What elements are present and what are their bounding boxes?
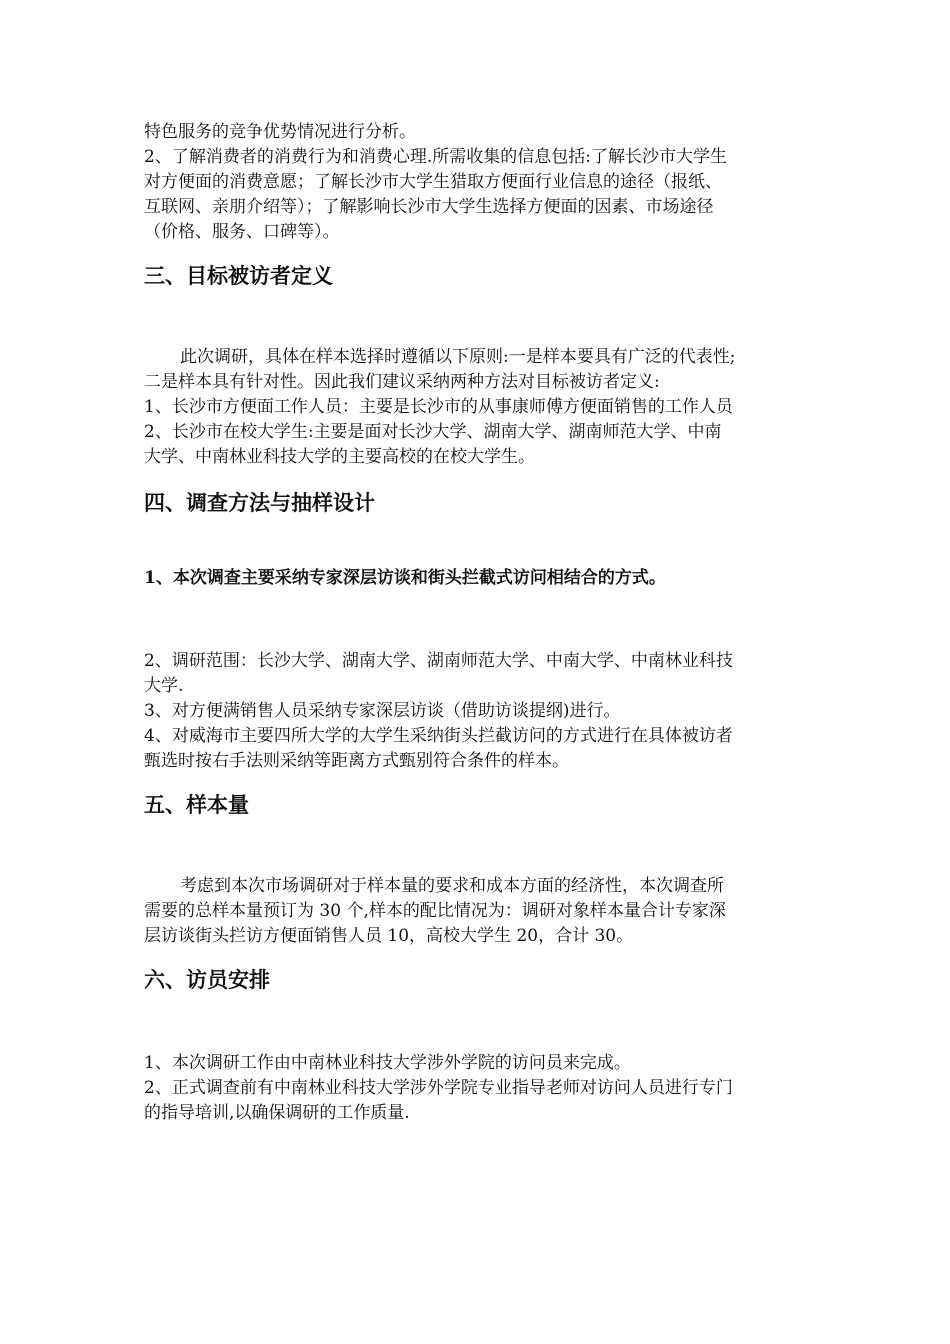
paragraph-line: 二是样本具有针对性。因此我们建议采纳两种方法对目标被访者定义: — [144, 372, 660, 392]
list-item-continuation: 大学. — [144, 676, 184, 696]
intro-line: 2、了解消费者的消费行为和消费心理.所需收集的信息包括:了解长沙市大学生 — [144, 147, 727, 167]
list-item: 1、本次调研工作由中南林业科技大学涉外学院的访问员来完成。 — [144, 1053, 631, 1073]
intro-line: 互联网、亲朋介绍等）；了解影响长沙市大学生选择方便面的因素、市场途径 — [144, 197, 714, 217]
paragraph-line: 层访谈街头拦访方便面销售人员 10，高校大学生 20，合计 30。 — [144, 926, 634, 946]
paragraph-line: 此次调研，具体在样本选择时遵循以下原则:一是样本要具有广泛的代表性; — [180, 347, 736, 367]
paragraph-line: 需要的总样本量预订为 30 个,样本的配比情况为：调研对象样本量合计专家深 — [144, 901, 726, 921]
section-heading-target-respondents: 三、目标被访者定义 — [144, 263, 333, 288]
list-item: 4、对威海市主要四所大学的大学生采纳街头拦截访问的方式进行在具体被访者 — [144, 726, 733, 746]
list-item: 3、对方便满销售人员采纳专家深层访谈（借助访谈提纲)进行。 — [144, 701, 621, 721]
paragraph-line: 考虑到本次市场调研对于样本量的要求和成本方面的经济性，本次调查所 — [180, 876, 724, 896]
section-target-respondents-body — [144, 345, 834, 470]
list-item: 2、长沙市在校大学生:主要是面对长沙大学、湖南大学、湖南师范大学、中南 — [144, 422, 722, 442]
section-heading-survey-method: 四、调查方法与抽样设计 — [144, 490, 375, 515]
list-item-continuation: 的指导培训,以确保调研的工作质量. — [144, 1103, 410, 1123]
section-heading-interviewer-arrangement: 六、访员安排 — [144, 967, 270, 992]
section-sample-size-body — [144, 874, 834, 949]
intro-block — [144, 120, 834, 245]
bold-list-item: 1、本次调查主要采纳专家深层访谈和街头拦截式访问相结合的方式。 — [144, 568, 666, 588]
list-item: 1、长沙市方便面工作人员：主要是长沙市的从事康师傅方便面销售的工作人员 — [144, 397, 733, 417]
section-interviewer-arrangement-body — [144, 1051, 834, 1126]
section-heading-sample-size: 五、样本量 — [144, 792, 249, 817]
intro-line: （价格、服务、口碑等）。 — [144, 222, 340, 242]
list-item-continuation: 甄选时按右手法则采纳等距离方式甄别符合条件的样本。 — [144, 751, 569, 771]
intro-line: 特色服务的竞争优势情况进行分析。 — [144, 122, 416, 142]
section-survey-method-body — [144, 649, 834, 774]
list-item: 2、正式调查前有中南林业科技大学涉外学院专业指导老师对访问人员进行专门 — [144, 1078, 733, 1098]
document-page — [144, 120, 834, 1126]
intro-line: 对方便面的消费意愿；了解长沙市大学生猎取方便面行业信息的途径（报纸、 — [144, 172, 722, 192]
list-item-continuation: 大学、中南林业科技大学的主要高校的在校大学生。 — [144, 447, 535, 467]
list-item: 2、调研范围：长沙大学、湖南大学、湖南师范大学、中南大学、中南林业科技 — [144, 651, 733, 671]
